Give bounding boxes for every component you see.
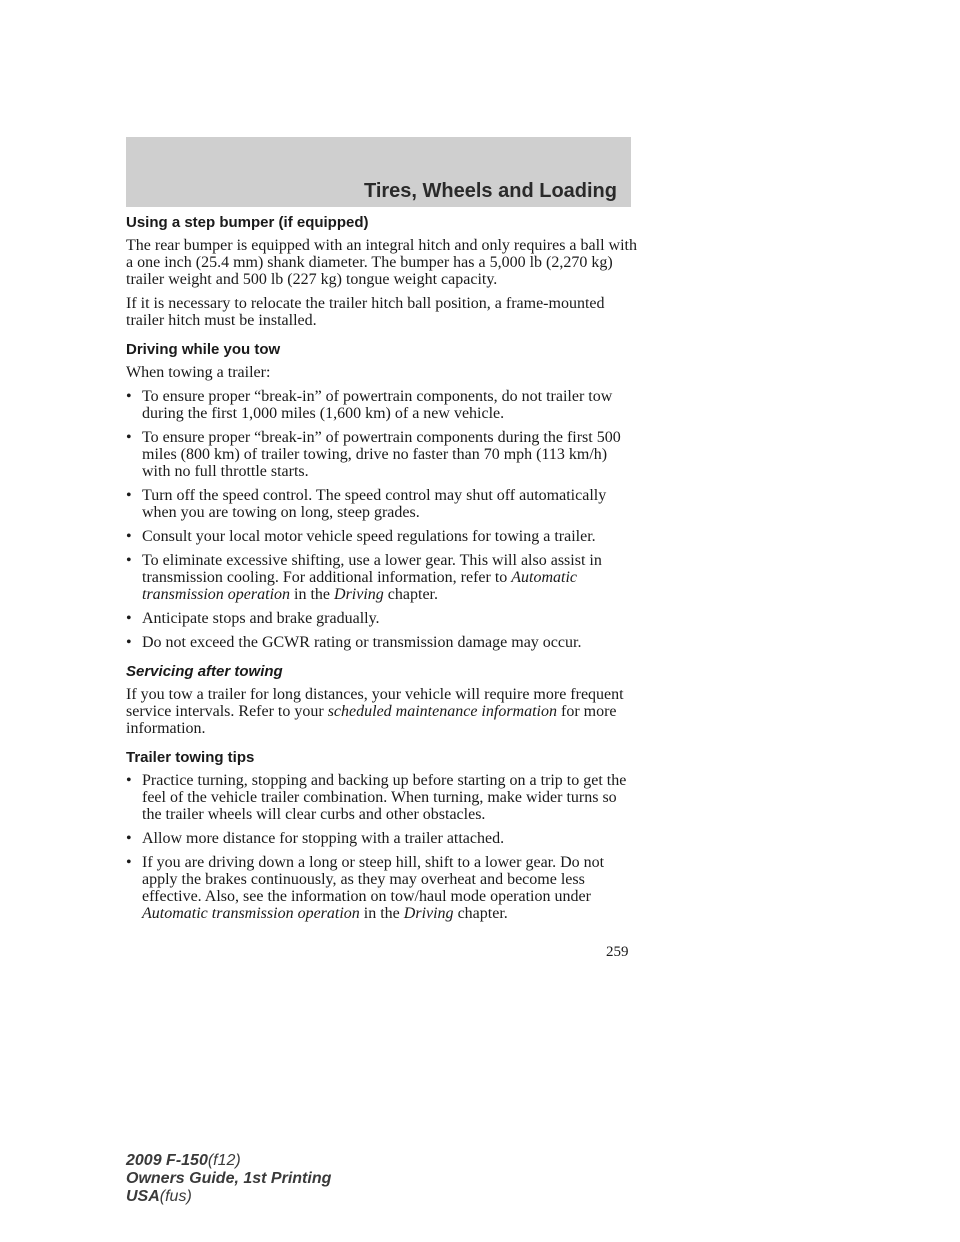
- list-item: • Consult your local motor vehicle speed regulations for towing a trailer.: [126, 528, 596, 545]
- paragraph-driving-intro: When towing a trailer:: [126, 364, 271, 381]
- list-item: • Do not exceed the GCWR rating or transmission damage may occur.: [126, 634, 582, 651]
- list-item: • If you are driving down a long or steep hill, shift to a lower gear. Do not apply the brakes continuously, as they may overheat and become less effective. Also, see the information on tow/haul mode operation under Automatic transmission operation in the Driving chapter.: [126, 854, 605, 922]
- list-item: • To ensure proper “break-in” of powertrain components, do not trailer tow during the first 1,000 miles (1,600 km) of a new vehicle.: [126, 388, 613, 422]
- heading-step-bumper: Using a step bumper (if equipped): [126, 214, 369, 231]
- bullet-icon: •: [126, 552, 132, 569]
- bullet-icon: •: [126, 388, 132, 405]
- bullet-icon: •: [126, 528, 132, 545]
- heading-driving-while-tow: Driving while you tow: [126, 341, 281, 358]
- list-item: • To ensure proper “break-in” of powertrain components during the first 500 miles (800 km) of trailer towing, drive no faster than 70 mph (113 km/h) with no full throttle starts.: [126, 429, 621, 480]
- bullet-icon: •: [126, 634, 132, 651]
- heading-servicing-after-towing: Servicing after towing: [126, 663, 283, 680]
- footer-line-model: 2009 F-150(f12): [126, 1152, 241, 1169]
- bullet-icon: •: [126, 429, 132, 446]
- list-item: • Anticipate stops and brake gradually.: [126, 610, 380, 627]
- section-header-title: Tires, Wheels and Loading: [363, 180, 617, 202]
- cross-reference-chapter: Driving: [334, 586, 384, 603]
- bullet-icon: •: [126, 487, 132, 504]
- list-item: • To eliminate excessive shifting, use a lower gear. This will also assist in transmission cooling. For additional information, refer to Automatic transmission operation in the Driving chapter.: [126, 552, 602, 603]
- cross-reference: scheduled maintenance information: [327, 703, 557, 720]
- footer-line-guide: Owners Guide, 1st Printing: [126, 1170, 332, 1187]
- header-band: [126, 137, 631, 207]
- page-number: 259: [606, 944, 629, 960]
- driving-bullet-list: [126, 388, 638, 651]
- cross-reference: Automatic transmission operation: [142, 569, 578, 603]
- footer-line-market: USA(fus): [126, 1188, 192, 1205]
- list-item: • Turn off the speed control. The speed control may shut off automatically when you are towing on long, steep grades.: [126, 487, 607, 521]
- footer-print-info: [126, 1152, 331, 1206]
- paragraph-step-bumper-1: The rear bumper is equipped with an integral hitch and only requires a ball with a one inch (25.4 mm) shank diameter. The bumper has a 5,000 lb (2,270 kg) trailer weight and 500 lb (227 kg) tongue weight capacity.: [126, 237, 637, 288]
- bullet-icon: •: [126, 830, 132, 847]
- paragraph-step-bumper-2: If it is necessary to relocate the trailer hitch ball position, a frame-mounted trailer hitch must be installed.: [126, 295, 605, 329]
- bullet-icon: •: [126, 772, 132, 789]
- cross-reference-chapter: Driving: [403, 905, 454, 922]
- paragraph-servicing: If you tow a trailer for long distances, your vehicle will require more frequent service intervals. Refer to your scheduled maintenance information for more information.: [126, 686, 624, 737]
- cross-reference: Automatic transmission operation: [142, 905, 360, 922]
- bullet-icon: •: [126, 610, 132, 627]
- page-content: [126, 214, 638, 929]
- heading-trailer-towing-tips: Trailer towing tips: [126, 749, 255, 766]
- tips-bullet-list: [126, 772, 638, 922]
- bullet-icon: •: [126, 854, 132, 871]
- list-item: • Practice turning, stopping and backing up before starting on a trip to get the feel of the vehicle trailer combination. When turning, make wider turns so the trailer wheels will clear curbs and other obstacles.: [126, 772, 627, 823]
- list-item: • Allow more distance for stopping with a trailer attached.: [126, 830, 505, 847]
